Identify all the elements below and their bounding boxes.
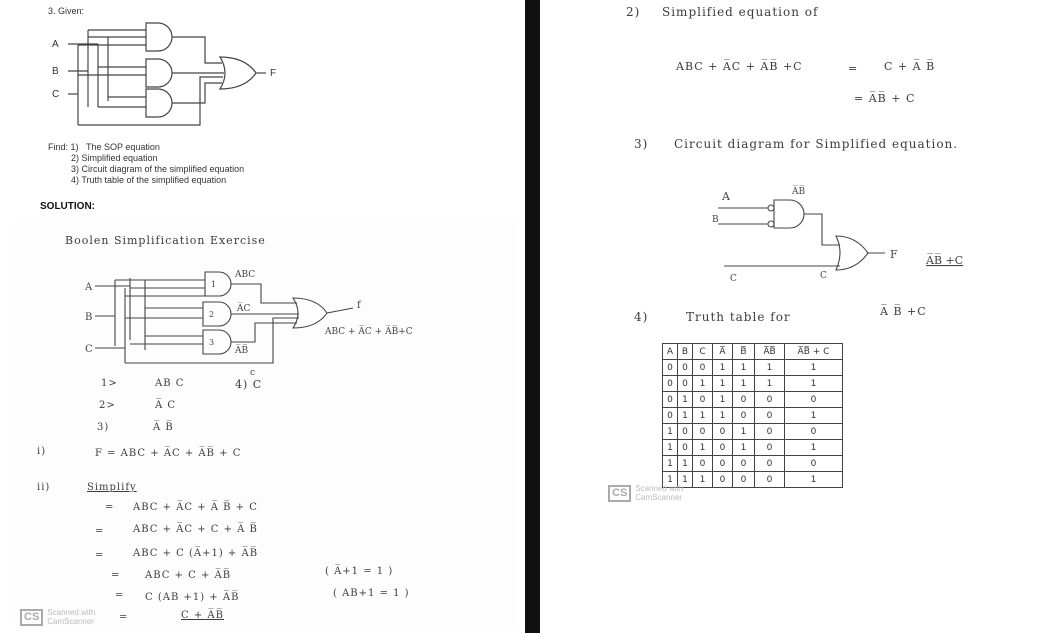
hw-b-label: B (85, 312, 93, 323)
simp-ab-label: A̅B̅ (792, 187, 806, 197)
q2-title: Simplified equation of (662, 5, 819, 19)
truth-table-row (663, 472, 843, 488)
camscanner-logo-icon: CS (608, 485, 631, 502)
eq-final: = A̅B̅ + C (854, 92, 916, 105)
truth-table-cell: 0 (785, 424, 843, 440)
truth-table-row (663, 376, 843, 392)
right-page (540, 0, 1048, 633)
cs-text-line-2: CamScanner (47, 617, 94, 626)
step-i-equation: F = ABC + A̅C + A̅B̅ + C (95, 448, 242, 459)
col-c: C (693, 344, 713, 360)
input-c-label: C (52, 89, 60, 100)
truth-table-row (663, 424, 843, 440)
hw-a-label: A (85, 282, 93, 293)
simplify-sign-3: = (95, 550, 105, 561)
truth-table-cell: 0 (755, 408, 785, 424)
term-3: A̅ B̅ (153, 422, 174, 433)
truth-table-cell: 0 (733, 456, 755, 472)
find-item-4: 4) Truth table of the simplified equation (71, 175, 227, 185)
truth-table-cell: 0 (663, 360, 678, 376)
truth-table-cell: 1 (785, 360, 843, 376)
simplify-sign-5: = (115, 590, 125, 601)
hw-gate-1: 1 (211, 280, 217, 289)
term-1-num: 1> (101, 378, 118, 389)
col-b: B (678, 344, 693, 360)
q4-label: 4) (634, 310, 649, 324)
truth-table-cell: 1 (785, 440, 843, 456)
eq-rhs: C + A̅ B̅ (884, 60, 936, 73)
simp-c-input: C (730, 274, 737, 284)
find-item-3: 3) Circuit diagram of the simplified equation (71, 164, 245, 174)
truth-table-cell: 0 (678, 424, 693, 440)
truth-table-cell: 0 (785, 392, 843, 408)
truth-table-cell: 1 (733, 440, 755, 456)
col-not-a: A̅ (713, 344, 733, 360)
eq-equals: = (848, 62, 859, 75)
col-a: A (663, 344, 678, 360)
truth-table-cell: 0 (678, 440, 693, 456)
input-a-label: A (52, 39, 59, 50)
truth-table-cell: 0 (663, 408, 678, 424)
term-2-num: 2> (99, 400, 116, 411)
truth-table-cell: 0 (733, 392, 755, 408)
term-2: A̅ C (155, 400, 177, 411)
truth-table-cell: 1 (693, 376, 713, 392)
simplify-sign-1: = (105, 502, 115, 513)
hw-out-ab: A̅B̅ (235, 346, 249, 356)
truth-table-cell: 0 (713, 456, 733, 472)
simplify-sign-6: = (119, 612, 129, 623)
cs-text-line-1: Scanned with (47, 608, 96, 617)
scanned-solution-sheet (15, 218, 515, 630)
truth-table-cell: 1 (733, 376, 755, 392)
truth-table-row (663, 440, 843, 456)
page-divider (525, 0, 540, 633)
truth-table-cell: 0 (713, 440, 733, 456)
truth-table-cell: 1 (678, 392, 693, 408)
truth-table-cell: 1 (785, 408, 843, 424)
truth-table-cell: 1 (663, 440, 678, 456)
truth-table-header (663, 344, 843, 360)
simplify-label: Simplify (87, 482, 137, 493)
find-item-1: The SOP equation (86, 142, 160, 152)
col-not-a-not-b: A̅B̅ (755, 344, 785, 360)
camscanner-watermark-left (20, 608, 95, 626)
term-4: 4) C (235, 378, 263, 391)
truth-table-row (663, 360, 843, 376)
truth-table-cell: 0 (693, 456, 713, 472)
truth-table-cell: 1 (713, 360, 733, 376)
simp-b-label: B (712, 215, 719, 225)
truth-table-cell: 0 (663, 392, 678, 408)
hw-c-label: C (85, 344, 93, 355)
truth-table-cell: 1 (693, 472, 713, 488)
simplify-line-5: C (AB +1) + A̅B̅ (145, 592, 240, 603)
find-item-2: 2) Simplified equation (71, 153, 158, 163)
truth-table-cell: 0 (733, 472, 755, 488)
find-label: Find: 1) (48, 142, 79, 152)
simplify-line-4: ABC + C + A̅B̅ (145, 570, 232, 581)
hw-gate-2: 2 (209, 310, 215, 319)
truth-table-cell: 0 (713, 472, 733, 488)
simplify-line-2: ABC + A̅C + C + A̅ B̅ (133, 524, 258, 535)
truth-table-cell: 0 (678, 360, 693, 376)
simplified-circuit-diagram (710, 187, 990, 290)
step-ii-label: ii) (37, 482, 51, 493)
hw-out-ac: A̅C (237, 304, 251, 314)
q3-title: Circuit diagram for Simplified equation. (674, 137, 959, 151)
hw-f-label: f (357, 300, 361, 311)
truth-table-cell: 1 (733, 424, 755, 440)
truth-table-cell: 0 (663, 376, 678, 392)
truth-table-cell: 0 (755, 472, 785, 488)
simplify-line-3: ABC + C (A̅+1) + A̅B̅ (133, 548, 259, 559)
truth-table-cell: 1 (678, 456, 693, 472)
hw-out-abc: ABC (235, 270, 256, 280)
truth-table-cell: 1 (693, 440, 713, 456)
truth-table-cell: 1 (713, 392, 733, 408)
truth-table-cell: 0 (678, 376, 693, 392)
truth-table-row (663, 408, 843, 424)
truth-table-cell: 1 (713, 376, 733, 392)
question-number: 3. Given: (48, 6, 85, 16)
truth-table-cell: 1 (678, 408, 693, 424)
truth-table-cell: 0 (693, 424, 713, 440)
truth-table-cell: 0 (755, 456, 785, 472)
truth-table-cell: 0 (693, 392, 713, 408)
truth-table-cell: 1 (678, 472, 693, 488)
truth-table-cell: 0 (693, 360, 713, 376)
truth-table-row (663, 456, 843, 472)
simplify-line-6: C + A̅B̅ (181, 610, 224, 621)
truth-table-cell: 1 (663, 424, 678, 440)
hw-c-wire-label: c (250, 368, 256, 378)
truth-table-row (663, 392, 843, 408)
output-f-label: F (270, 68, 277, 79)
cs-text-line-2: CamScanner (635, 493, 682, 502)
truth-table-cell: 1 (663, 456, 678, 472)
simplify-sign-2: = (95, 526, 105, 537)
camscanner-logo-icon: CS (20, 609, 43, 626)
truth-table-cell: 1 (785, 472, 843, 488)
truth-table-cell: 1 (755, 360, 785, 376)
truth-table-cell: 0 (785, 456, 843, 472)
term-1: AB C (155, 378, 185, 389)
solution-label: SOLUTION: (40, 201, 95, 212)
notes-header: Boolen Simplification Exercise (65, 234, 266, 247)
note-identity-1: ( A̅+1 = 1 ) (325, 566, 394, 577)
col-not-b: B̅ (733, 344, 755, 360)
truth-table-cell: 0 (733, 408, 755, 424)
truth-table-cell: 1 (663, 472, 678, 488)
handwritten-circuit (85, 268, 505, 418)
q4-expr: A̅ B̅ +C (880, 305, 927, 318)
given-circuit-diagram (40, 15, 340, 145)
simp-f-label: F (890, 248, 898, 261)
truth-table-cell: 1 (785, 376, 843, 392)
camscanner-watermark-right (608, 484, 683, 502)
truth-table-cell: 1 (693, 408, 713, 424)
q4-title: Truth table for (686, 310, 791, 324)
q3-label: 3) (634, 137, 649, 151)
truth-table-cell: 0 (755, 424, 785, 440)
note-identity-2: ( AB+1 = 1 ) (333, 588, 410, 599)
hw-gate-3: 3 (209, 338, 215, 347)
simp-c-wire: C (820, 271, 827, 281)
eq-lhs: ABC + A̅C + A̅B̅ +C (676, 60, 803, 73)
simp-a-label: A (722, 190, 730, 203)
truth-table-cell: 1 (713, 408, 733, 424)
hw-sum-expr: ABC + A̅C + A̅B̅+C (325, 327, 413, 337)
cs-text-line-1: Scanned with (635, 484, 684, 493)
simplify-line-1: ABC + A̅C + A̅ B̅ + C (133, 502, 258, 513)
truth-table-cell: 1 (755, 376, 785, 392)
term-3-num: 3) (97, 422, 110, 433)
simplify-sign-4: = (111, 570, 121, 581)
q2-label: 2) (626, 5, 641, 19)
truth-table-cell: 0 (755, 440, 785, 456)
truth-table (662, 343, 843, 488)
truth-table-cell: 0 (713, 424, 733, 440)
simp-f-expr: A̅B̅ +C (926, 254, 964, 267)
truth-table-cell: 1 (733, 360, 755, 376)
input-b-label: B (52, 66, 59, 77)
col-output: A̅B̅ + C (785, 344, 843, 360)
step-i-label: i) (37, 446, 47, 457)
truth-table-cell: 0 (755, 392, 785, 408)
